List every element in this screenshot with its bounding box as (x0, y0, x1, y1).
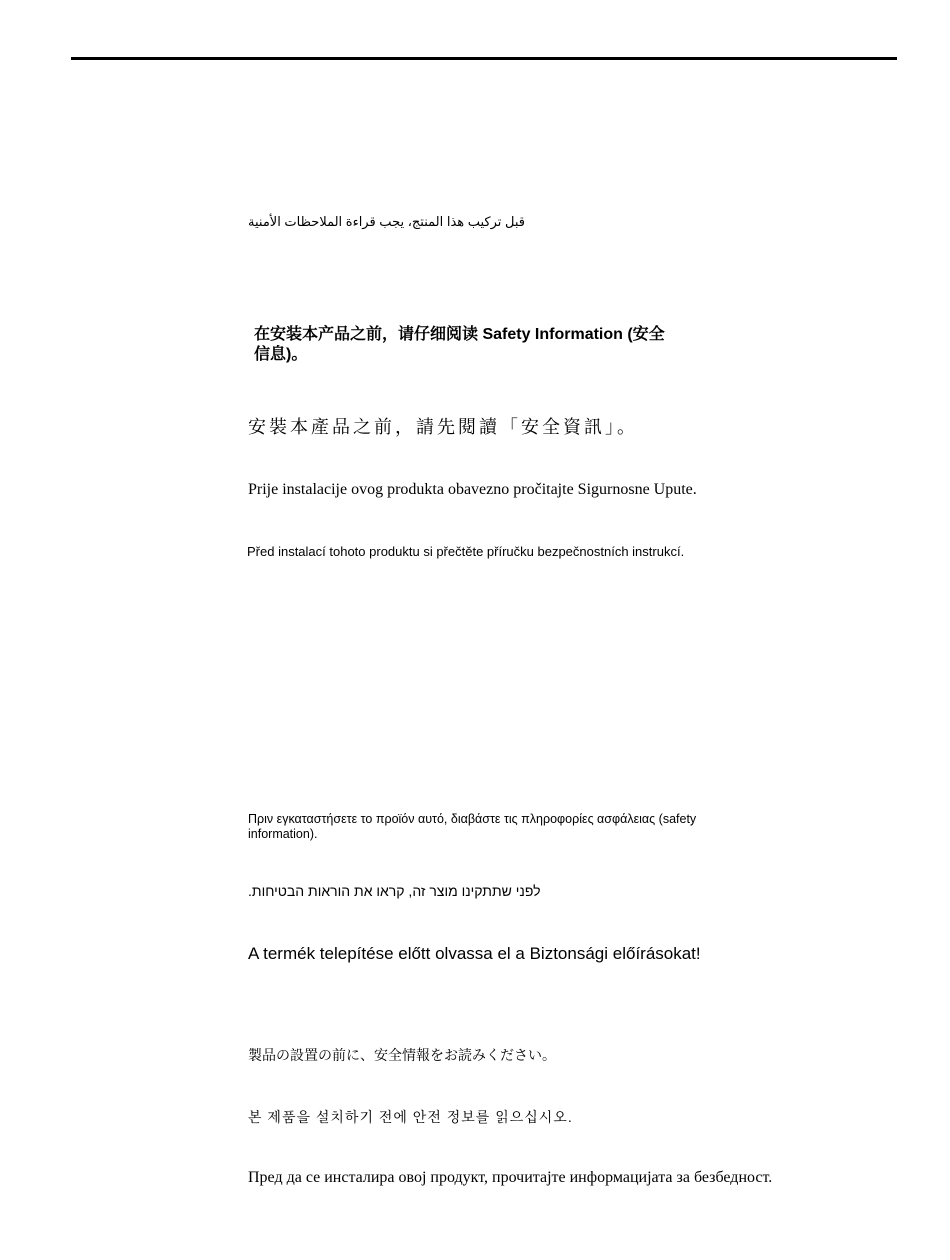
safety-notice-arabic: قبل تركيب هذا المنتج، يجب قراءة الملاحظات الأمنية (248, 214, 525, 229)
safety-notice-greek: Πριν εγκαταστήσετε το προϊόν αυτό, διαβάστε τις πληροφορίες ασφάλειας (safety information). (248, 812, 697, 841)
safety-notice-chinese-simplified: 在安装本产品之前，请仔细阅读 Safety Information (安全信息)。 (254, 326, 665, 363)
safety-notice-macedonian: Пред да се инсталира овој продукт, прочитајте информацијата за безбедност. (248, 1169, 773, 1186)
safety-notice-czech: Před instalací tohoto produktu si přečtěte příručku bezpečnostních instrukcí. (247, 544, 685, 559)
safety-notice-hebrew: לפני שתתקינו מוצר זה, קראו את הוראות הבטיחות. (248, 883, 541, 899)
top-rule (71, 57, 897, 60)
safety-notice-hungarian: A termék telepítése előtt olvassa el a Biztonsági előírásokat! (248, 944, 701, 963)
safety-notice-croatian: Prije instalacije ovog produkta obavezno pročitajte Sigurnosne Upute. (248, 481, 697, 498)
safety-notice-chinese-traditional: 安裝本產品之前，請先閱讀「安全資訊」。 (248, 417, 638, 437)
safety-notice-korean: 본 제품을 설치하기 전에 안전 정보를 읽으십시오. (248, 1109, 573, 1125)
safety-notice-japanese: 製品の設置の前に、安全情報をお読みください。 (248, 1047, 556, 1063)
